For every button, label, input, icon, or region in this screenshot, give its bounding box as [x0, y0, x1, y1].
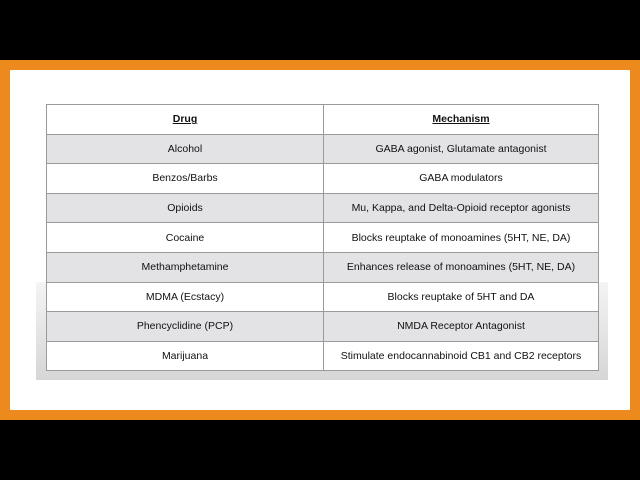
table-row	[47, 193, 599, 223]
table-row	[47, 252, 599, 282]
drug-cell: Methamphetamine	[47, 252, 324, 282]
mechanism-cell: Blocks reuptake of 5HT and DA	[324, 282, 599, 312]
drug-cell: Phencyclidine (PCP)	[47, 312, 324, 342]
drug-cell: Marijuana	[47, 341, 324, 371]
drug-cell: Cocaine	[47, 223, 324, 253]
mechanism-cell: NMDA Receptor Antagonist	[324, 312, 599, 342]
mechanism-cell: Enhances release of monoamines (5HT, NE, DA)	[324, 252, 599, 282]
drug-cell: Alcohol	[47, 134, 324, 164]
table-row	[47, 282, 599, 312]
mechanism-cell: Blocks reuptake of monoamines (5HT, NE, DA)	[324, 223, 599, 253]
drug-cell: Opioids	[47, 193, 324, 223]
mechanism-column-header: Mechanism	[324, 105, 599, 135]
table-row	[47, 164, 599, 194]
drug-cell: Benzos/Barbs	[47, 164, 324, 194]
table-header-row	[47, 105, 599, 135]
mechanism-cell: Mu, Kappa, and Delta-Opioid receptor agonists	[324, 193, 599, 223]
drug-cell: MDMA (Ecstacy)	[47, 282, 324, 312]
drug-column-header: Drug	[47, 105, 324, 135]
drug-mechanism-table	[46, 104, 599, 371]
table-row	[47, 134, 599, 164]
table-row	[47, 223, 599, 253]
mechanism-cell: Stimulate endocannabinoid CB1 and CB2 receptors	[324, 341, 599, 371]
mechanism-cell: GABA agonist, Glutamate antagonist	[324, 134, 599, 164]
table-row	[47, 312, 599, 342]
mechanism-cell: GABA modulators	[324, 164, 599, 194]
table-row	[47, 341, 599, 371]
